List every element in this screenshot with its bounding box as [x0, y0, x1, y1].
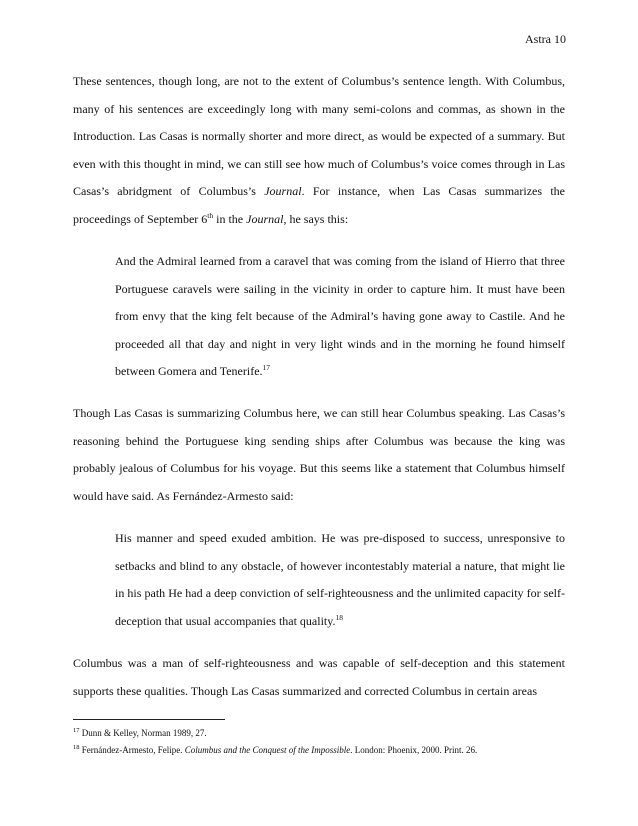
paragraph-text: , he says this: [283, 211, 349, 226]
page-number: Astra 10 [525, 32, 566, 46]
paragraph-text: . For instance, when Las Casas summarizes the proceedings of September 6 [73, 184, 566, 226]
paragraph-text: Columbus was a man of self-righteousness and was capable of self-deception and this statement supports these qualities. Though Las Casas summarized and corrected Columbus in certain areas [73, 656, 565, 698]
footnote-number: 18 [73, 744, 80, 751]
footnote-text: . London: Phoenix, 2000. Print. 26. [350, 745, 478, 755]
block-quote-1 [115, 248, 565, 386]
footnote-text: Dunn & Kelley, Norman 1989, 27. [79, 728, 207, 738]
quote-text: And the Admiral learned from a caravel that was coming from the island of Hierro that three Portuguese caravels were sailing in the vicinity in order to capture him. It must have been from envy that the king felt because of the Admiral’s having gone away to Castile. And he proceeded all that day and night in very light winds and in the morning he found himself between Gomera and Tenerife. [115, 254, 565, 379]
paragraph-text: These sentences, though long, are not to the extent of Columbus’s sentence length. With Columbus, many of his sentences are exceedingly long with many semi-colons and commas, as shown in the Introduction. Las Casas is normally shorter and more direct, as would be expected of a summary. But even with this thought in mind, we can still see how much of Columbus’s voice comes through in Las Casas’s abridgment of Columbus’s [73, 74, 565, 199]
body-paragraph-3 [73, 650, 565, 705]
footnote-reference: 18 [335, 612, 343, 622]
footnote-italic-title: Columbus and the Conquest of the Impossible [184, 745, 351, 755]
footnote-reference: 17 [262, 363, 271, 373]
footnote-text: Fernández-Armesto, Felipe. [79, 745, 185, 755]
paragraph-text: Though Las Casas is summarizing Columbus here, we can still hear Columbus speaking. Las Casas’s reasoning behind the Portuguese king sending ships after Columbus was because the king was probably jealous of Columbus for his voyage. But this seems like a statement that Columbus himself would have said. As Fernández-Armesto said: [73, 406, 565, 503]
footnote-number: 17 [73, 727, 80, 734]
paragraph-text: in the [213, 211, 244, 226]
footnote-18 [73, 742, 565, 759]
footnote-separator [73, 719, 225, 720]
body-paragraph-2 [73, 400, 565, 510]
italic-title: Journal [264, 184, 302, 199]
body-paragraph-1 [73, 68, 565, 234]
page-header [525, 32, 566, 46]
ordinal-superscript: th [207, 210, 214, 220]
italic-title: Journal [246, 211, 284, 226]
footnotes [73, 725, 565, 759]
quote-text: His manner and speed exuded ambition. He was pre-disposed to success, unresponsive to setbacks and blind to any obstacle, of however incontestably material a nature, that might lie in his path He had a deep conviction of self-righteousness and the unlimited capacity for self-deception that usual accompanies that quality. [115, 531, 565, 628]
footnote-17 [73, 725, 565, 742]
block-quote-2 [115, 525, 565, 635]
